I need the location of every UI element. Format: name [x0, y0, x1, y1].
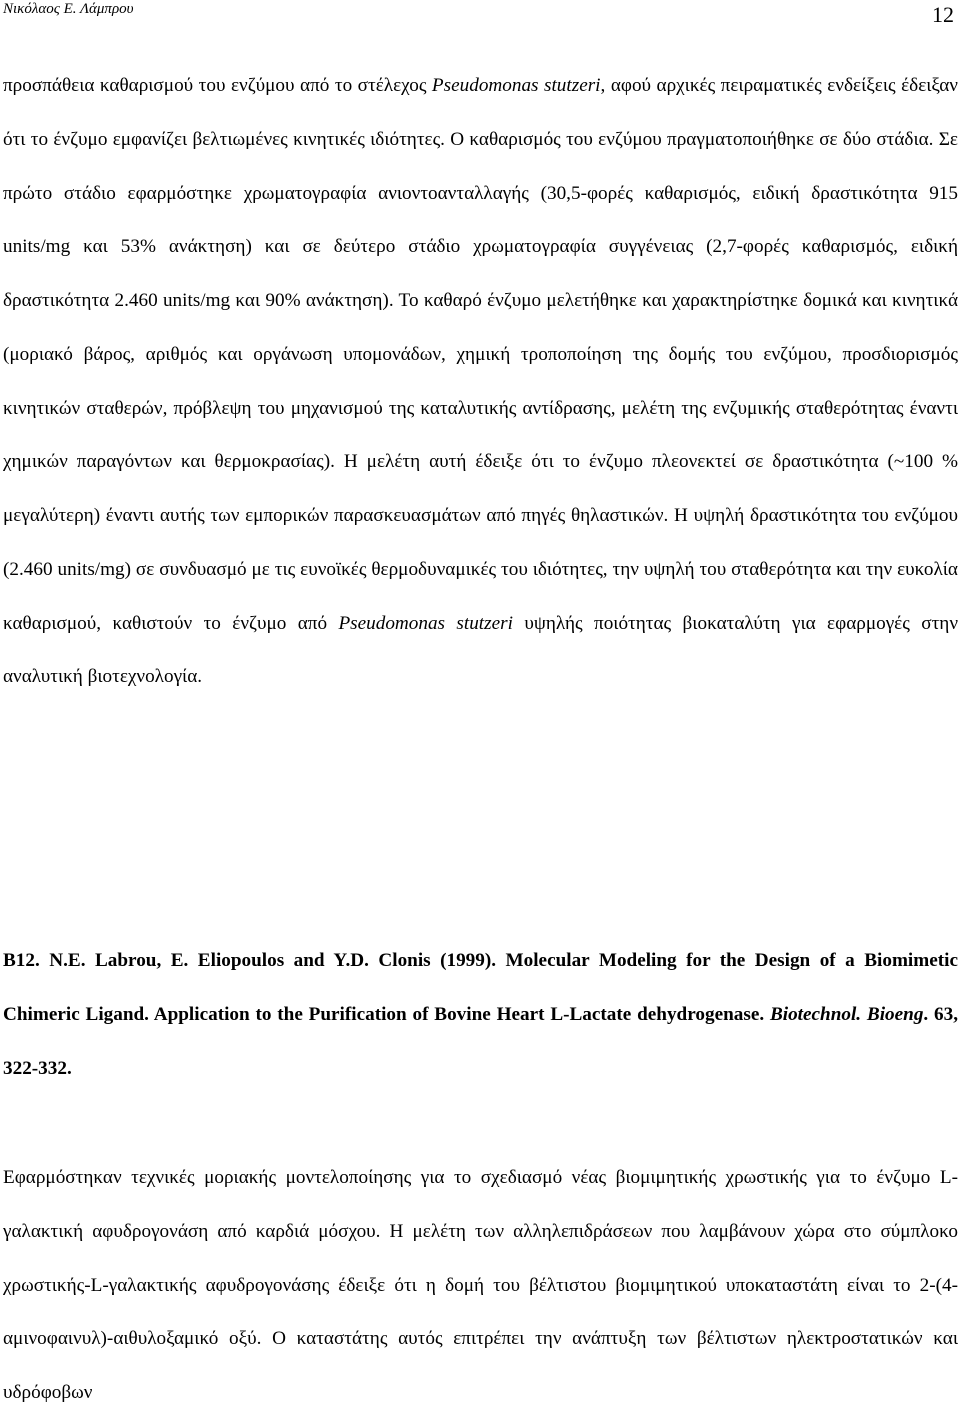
page-number: 12: [932, 2, 954, 27]
organism-name: Pseudomonas stutzeri: [338, 612, 513, 634]
organism-name: Pseudomonas stutzeri: [431, 75, 601, 96]
paragraph-text: υψηλής ποιότητας βιοκαταλύτη για εφαρμογές στην αναλυτική βιοτεχνολογία.: [3, 612, 958, 688]
paragraph-text: , αφού αρχικές πειραματικές ενδείξεις έδειξαν ότι το ένζυμο εμφανίζει βελτιωμένες κινητικές ιδιότητες. Ο καθαρισμός του ενζύμου πραγματοποιήθηκε σε δύο στάδια. Σε πρώτο στάδιο εφαρμόστηκε χρωματογραφία ανιοντοανταλλαγής (30,5-φορές καθαρισμός, ειδική δραστικότητα 915 units/mg και 53% ανάκτηση) και σε δεύτερο στάδιο χρωματογραφία συγγένειας (2,7-φορές καθαρισμός, ειδική δραστικότητα 2.460 units/mg και 90% ανάκτηση). Το καθαρό ένζυμο μελετήθηκε και χαρακτηρίστηκε δομικά και κινητικά (μοριακό βάρος, αριθμός και οργάνωση υπομονάδων, χημική τροποποίηση της δομής του ενζύμου, προσδιορισμός κινητικών σταθερών, πρόβλεψη του μηχανισμού της καταλυτικής αντίδρασης, μελέτη της ενζυμικής σταθερότητας έναντι χημικών παραγόντων και θερμοκρασίας). Η μελέτη αυτή έδειξε ότι το ένζυμο πλεονεκτεί σε δραστικότητα (~100 % μεγαλύτερη) έναντι αυτής των εμπορικών παρασκευασμάτων από πηγές θηλαστικών. Η υψηλή δραστικότητα του ενζύμου (2.460 units/mg) σε συνδυασμό με τις ευνοϊκές θερμοδυναμικές του ιδιότητες, την υψηλή του σταθερότητα και την ευκολία καθαρισμού, καθιστούν το ένζυμο από: [3, 75, 958, 634]
paragraph-text: προσπάθεια καθαρισμού του ενζύμου από το στέλεχος: [3, 75, 432, 96]
paragraph-molecular-modeling: [3, 1151, 958, 1420]
paragraph-purification: [3, 59, 958, 704]
page-header: [0, 0, 960, 30]
journal-name: Biotechnol. Bioeng: [769, 1003, 924, 1025]
paragraph-text: Εφαρμόστηκαν τεχνικές μοριακής μοντελοποίησης για το σχεδιασμό νέας βιομιμητικής χρωστικής για το ένζυμο L-γαλακτική αφυδρογονάση από καρδιά μόσχου. Η μελέτη των αλληλεπιδράσεων που λαμβάνουν χώρα στο σύμπλοκο χρωστικής-L-γαλακτικής αφυδρογονάσης έδειξε ότι η δομή του βέλτιστου βιομιμητικού υποκαταστάτη είναι το 2-(4-αμινοφαινυλ)-αιθυλοξαμικό οξύ. Ο καταστάτης αυτός επιτρέπει την ανάπτυξη των βέλτιστων ηλεκτροστατικών και υδρόφοβων: [3, 1167, 958, 1403]
citation-details: . 63, 322-332.: [3, 1003, 959, 1079]
citation-text: B12. N.E. Labrou, E. Eliopoulos and Y.D. Clonis (1999). Molecular Modeling for the Design of a Biomimetic Chimeric Ligand. Application to the Purification of Bovine Heart L-Lactate dehydrogenase.: [3, 950, 958, 1025]
header-author: Νικόλαος Ε. Λάμπρου: [3, 1, 134, 17]
reference-citation: [3, 934, 958, 1095]
